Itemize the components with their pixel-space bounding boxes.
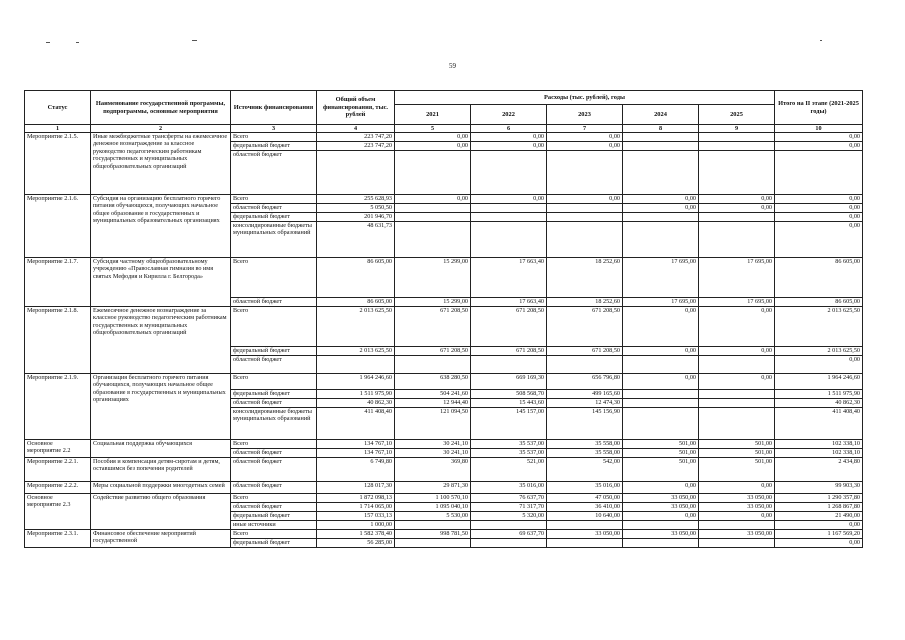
cell-amount-y2024 — [623, 521, 699, 530]
cell-funding-source: федеральный бюджет — [231, 142, 317, 151]
cell-amount-y2021 — [395, 213, 471, 222]
cell-amount-y2025 — [699, 399, 775, 408]
cell-amount-y2025: 0,00 — [699, 347, 775, 356]
cell-amount-y2023: 12 474,30 — [547, 399, 623, 408]
cell-funding-source: областной бюджет — [231, 449, 317, 458]
cell-amount-y2021: 369,80 — [395, 458, 471, 482]
cell-funding-source: Всего — [231, 494, 317, 503]
cell-amount-y2023: 36 410,00 — [547, 503, 623, 512]
col-index: 8 — [623, 125, 699, 133]
cell-amount-stage: 21 490,00 — [775, 512, 863, 521]
cell-amount-y2022: 69 637,70 — [471, 530, 547, 539]
cell-amount-y2023 — [547, 151, 623, 195]
cell-amount-y2024 — [623, 142, 699, 151]
cell-amount-total: 56 285,00 — [317, 539, 395, 548]
cell-amount-y2023: 10 640,00 — [547, 512, 623, 521]
cell-amount-y2025: 17 695,00 — [699, 298, 775, 307]
cell-amount-total: 1 872 098,13 — [317, 494, 395, 503]
cell-amount-y2021: 0,00 — [395, 133, 471, 142]
table-row — [25, 482, 863, 494]
cell-amount-y2021: 30 241,10 — [395, 440, 471, 449]
cell-status: Мероприятие 2.1.8. — [25, 307, 91, 374]
cell-amount-y2022: 0,00 — [471, 133, 547, 142]
cell-amount-total — [317, 151, 395, 195]
cell-program-name: Меры социальной поддержки многодетных семей — [91, 482, 231, 494]
cell-amount-stage: 1 167 569,20 — [775, 530, 863, 539]
cell-amount-y2021 — [395, 222, 471, 258]
cell-amount-y2025 — [699, 521, 775, 530]
cell-amount-stage: 0,00 — [775, 204, 863, 213]
cell-amount-stage: 40 862,30 — [775, 399, 863, 408]
cell-amount-y2025: 0,00 — [699, 374, 775, 390]
cell-amount-y2021: 15 299,00 — [395, 298, 471, 307]
cell-amount-y2023: 542,00 — [547, 458, 623, 482]
cell-amount-y2024: 0,00 — [623, 195, 699, 204]
table-row — [25, 195, 863, 204]
header-year: 2024 — [623, 105, 699, 125]
cell-amount-y2025: 33 050,00 — [699, 503, 775, 512]
cell-funding-source: федеральный бюджет — [231, 213, 317, 222]
table-row — [25, 458, 863, 482]
cell-amount-y2024: 0,00 — [623, 482, 699, 494]
col-index: 1 — [25, 125, 91, 133]
header-source: Источник финансирования — [231, 91, 317, 125]
cell-amount-y2022: 521,00 — [471, 458, 547, 482]
cell-amount-total: 48 631,73 — [317, 222, 395, 258]
cell-amount-y2021: 29 871,30 — [395, 482, 471, 494]
cell-amount-y2024: 17 695,00 — [623, 298, 699, 307]
cell-amount-y2025: 501,00 — [699, 449, 775, 458]
cell-funding-source: областной бюджет — [231, 204, 317, 213]
cell-amount-y2023: 671 208,50 — [547, 347, 623, 356]
cell-funding-source: федеральный бюджет — [231, 347, 317, 356]
cell-funding-source: областной бюджет — [231, 298, 317, 307]
cell-amount-y2025 — [699, 222, 775, 258]
cell-amount-y2024: 0,00 — [623, 374, 699, 390]
cell-status: Мероприятие 2.2.1. — [25, 458, 91, 482]
cell-funding-source: Всего — [231, 307, 317, 347]
cell-amount-y2021: 504 241,60 — [395, 390, 471, 399]
cell-amount-y2025: 17 695,00 — [699, 258, 775, 298]
cell-amount-y2021: 0,00 — [395, 142, 471, 151]
cell-amount-y2024: 0,00 — [623, 347, 699, 356]
cell-amount-stage: 0,00 — [775, 213, 863, 222]
cell-amount-stage: 2 434,80 — [775, 458, 863, 482]
cell-amount-y2021 — [395, 151, 471, 195]
cell-amount-y2023 — [547, 539, 623, 548]
cell-amount-y2024: 501,00 — [623, 458, 699, 482]
cell-amount-y2024 — [623, 408, 699, 440]
cell-program-name: Иные межбюджетные трансферты на ежемесячное денежное вознаграждение за классное руководство педагогическим работникам государственных и муниципальных общеобразовательных организаций — [91, 133, 231, 195]
cell-amount-y2023 — [547, 213, 623, 222]
cell-program-name: Финансовое обеспечение мероприятий государственной — [91, 530, 231, 548]
table-row — [25, 374, 863, 390]
cell-amount-stage: 2 013 625,50 — [775, 307, 863, 347]
cell-program-name: Пособия и компенсация детям-сиротам и детям, оставшимся без попечения родителей — [91, 458, 231, 482]
cell-amount-y2024: 0,00 — [623, 512, 699, 521]
cell-amount-y2021: 30 241,10 — [395, 449, 471, 458]
column-index-row — [25, 125, 863, 133]
cell-amount-y2021: 0,00 — [395, 195, 471, 204]
cell-amount-y2022: 0,00 — [471, 142, 547, 151]
cell-amount-y2025: 0,00 — [699, 307, 775, 347]
cell-amount-y2023: 499 165,60 — [547, 390, 623, 399]
cell-amount-y2022: 671 208,50 — [471, 347, 547, 356]
header-stage-total: Итого на II этапе (2021-2025 годы) — [775, 91, 863, 125]
cell-amount-y2023: 671 208,50 — [547, 307, 623, 347]
cell-amount-y2024: 33 050,00 — [623, 494, 699, 503]
cell-amount-y2024 — [623, 133, 699, 142]
cell-amount-total: 1 714 065,00 — [317, 503, 395, 512]
cell-amount-y2025 — [699, 408, 775, 440]
cell-amount-y2023: 35 016,00 — [547, 482, 623, 494]
cell-amount-y2023: 0,00 — [547, 133, 623, 142]
col-index: 6 — [471, 125, 547, 133]
cell-amount-y2023: 0,00 — [547, 195, 623, 204]
cell-funding-source: Всего — [231, 440, 317, 449]
cell-status: Мероприятие 2.2.2. — [25, 482, 91, 494]
cell-amount-y2022: 15 443,60 — [471, 399, 547, 408]
cell-amount-y2023: 18 252,60 — [547, 258, 623, 298]
cell-amount-y2022: 145 157,00 — [471, 408, 547, 440]
cell-amount-y2024: 0,00 — [623, 307, 699, 347]
cell-status: Мероприятие 2.1.7. — [25, 258, 91, 307]
cell-amount-stage: 0,00 — [775, 539, 863, 548]
col-index: 9 — [699, 125, 775, 133]
cell-amount-y2021: 671 208,50 — [395, 307, 471, 347]
cell-funding-source: иные источники — [231, 521, 317, 530]
cell-amount-y2025: 501,00 — [699, 458, 775, 482]
header-status: Статус — [25, 91, 91, 125]
cell-funding-source: Всего — [231, 195, 317, 204]
cell-program-name: Социальная поддержка обучающихся — [91, 440, 231, 458]
cell-amount-y2025: 33 050,00 — [699, 530, 775, 539]
cell-amount-stage — [775, 151, 863, 195]
header-total: Общий объем финансирования, тыс. рублей — [317, 91, 395, 125]
cell-amount-y2023 — [547, 356, 623, 374]
cell-amount-y2023 — [547, 204, 623, 213]
cell-amount-stage: 86 605,00 — [775, 298, 863, 307]
cell-amount-y2025: 0,00 — [699, 482, 775, 494]
cell-funding-source: областной бюджет — [231, 151, 317, 195]
cell-amount-total: 134 767,10 — [317, 440, 395, 449]
cell-amount-stage: 1 268 867,80 — [775, 503, 863, 512]
cell-funding-source: Всего — [231, 258, 317, 298]
cell-amount-total: 86 605,00 — [317, 258, 395, 298]
cell-amount-y2025: 501,00 — [699, 440, 775, 449]
cell-funding-source: федеральный бюджет — [231, 390, 317, 399]
cell-amount-stage: 1 290 357,80 — [775, 494, 863, 503]
cell-amount-total: 2 013 625,50 — [317, 307, 395, 347]
cell-amount-y2025 — [699, 213, 775, 222]
cell-funding-source: федеральный бюджет — [231, 512, 317, 521]
cell-amount-total: 411 408,40 — [317, 408, 395, 440]
cell-amount-y2023: 35 558,00 — [547, 440, 623, 449]
header-year: 2021 — [395, 105, 471, 125]
cell-program-name: Организация бесплатного горячего питания обучающихся, получающих начальное общее образование в государственных и муниципальных организациях — [91, 374, 231, 440]
page-number: 59 — [449, 62, 456, 70]
cell-amount-y2022: 76 637,70 — [471, 494, 547, 503]
cell-amount-y2022 — [471, 222, 547, 258]
cell-status: Мероприятие 2.1.6. — [25, 195, 91, 258]
cell-amount-y2024 — [623, 213, 699, 222]
cell-amount-stage: 1 511 975,90 — [775, 390, 863, 399]
cell-amount-y2022: 0,00 — [471, 195, 547, 204]
cell-amount-y2023: 47 050,00 — [547, 494, 623, 503]
header-name: Наименование государственной программы, подпрограммы, основные мероприятия — [91, 91, 231, 125]
cell-amount-y2024 — [623, 390, 699, 399]
cell-amount-total: 1 582 378,40 — [317, 530, 395, 539]
cell-amount-total: 201 946,70 — [317, 213, 395, 222]
cell-amount-y2024 — [623, 539, 699, 548]
cell-amount-y2025: 33 050,00 — [699, 494, 775, 503]
cell-amount-total: 223 747,20 — [317, 142, 395, 151]
cell-amount-stage: 0,00 — [775, 222, 863, 258]
cell-amount-stage: 102 338,10 — [775, 440, 863, 449]
cell-amount-y2021 — [395, 356, 471, 374]
cell-amount-stage: 2 013 625,50 — [775, 347, 863, 356]
cell-amount-stage: 102 338,10 — [775, 449, 863, 458]
cell-amount-total: 2 013 625,50 — [317, 347, 395, 356]
cell-status: Основное мероприятие 2.3 — [25, 494, 91, 530]
cell-status: Основное мероприятие 2.2 — [25, 440, 91, 458]
cell-amount-y2023: 33 050,00 — [547, 530, 623, 539]
cell-amount-y2022 — [471, 539, 547, 548]
cell-amount-total: 255 628,93 — [317, 195, 395, 204]
cell-amount-stage: 0,00 — [775, 133, 863, 142]
table-body — [25, 133, 863, 548]
col-index: 7 — [547, 125, 623, 133]
header-year: 2023 — [547, 105, 623, 125]
cell-amount-y2021: 1 095 040,10 — [395, 503, 471, 512]
cell-amount-y2023: 18 252,60 — [547, 298, 623, 307]
cell-amount-y2022: 35 537,00 — [471, 449, 547, 458]
cell-amount-y2021: 12 944,40 — [395, 399, 471, 408]
cell-amount-y2021 — [395, 521, 471, 530]
scan-artifacts — [0, 0, 905, 60]
cell-amount-y2025 — [699, 142, 775, 151]
cell-amount-y2025: 0,00 — [699, 204, 775, 213]
cell-funding-source: областной бюджет — [231, 482, 317, 494]
cell-amount-total: 5 050,50 — [317, 204, 395, 213]
cell-funding-source: областной бюджет — [231, 503, 317, 512]
cell-amount-y2025: 0,00 — [699, 512, 775, 521]
cell-amount-y2022: 669 169,30 — [471, 374, 547, 390]
cell-amount-total: 40 862,30 — [317, 399, 395, 408]
cell-amount-y2024: 501,00 — [623, 440, 699, 449]
table-row — [25, 530, 863, 539]
cell-status: Мероприятие 2.1.5. — [25, 133, 91, 195]
cell-amount-y2022 — [471, 521, 547, 530]
cell-amount-total: 128 017,30 — [317, 482, 395, 494]
table-row — [25, 133, 863, 142]
cell-amount-total: 1 000,00 — [317, 521, 395, 530]
table-row — [25, 494, 863, 503]
cell-status: Мероприятие 2.1.9. — [25, 374, 91, 440]
cell-amount-y2023: 145 156,90 — [547, 408, 623, 440]
col-index: 10 — [775, 125, 863, 133]
cell-program-name: Субсидия частному общеобразовательному учреждению «Православная гимназия во имя святых Мефодия и Кирилла г. Белгорода» — [91, 258, 231, 307]
cell-amount-y2021: 1 100 570,10 — [395, 494, 471, 503]
cell-amount-y2021: 671 208,50 — [395, 347, 471, 356]
cell-amount-y2023 — [547, 222, 623, 258]
cell-amount-y2021: 15 299,00 — [395, 258, 471, 298]
cell-amount-stage: 0,00 — [775, 356, 863, 374]
cell-amount-y2023 — [547, 521, 623, 530]
cell-amount-y2021 — [395, 204, 471, 213]
cell-amount-y2024: 33 050,00 — [623, 503, 699, 512]
cell-amount-total: 223 747,20 — [317, 133, 395, 142]
cell-amount-y2022: 5 320,00 — [471, 512, 547, 521]
cell-amount-total — [317, 356, 395, 374]
cell-amount-y2023: 656 796,80 — [547, 374, 623, 390]
cell-funding-source: Всего — [231, 374, 317, 390]
col-index: 3 — [231, 125, 317, 133]
cell-amount-y2022 — [471, 151, 547, 195]
header-year: 2025 — [699, 105, 775, 125]
cell-amount-stage: 0,00 — [775, 195, 863, 204]
cell-amount-y2022: 35 016,00 — [471, 482, 547, 494]
cell-amount-total: 1 511 975,90 — [317, 390, 395, 399]
cell-funding-source: областной бюджет — [231, 399, 317, 408]
cell-amount-total: 134 767,10 — [317, 449, 395, 458]
cell-program-name: Субсидия на организацию бесплатного горячего питания обучающихся, получающих начальное общее образование в государственных и муниципальных образовательных организациях — [91, 195, 231, 258]
cell-amount-y2021: 998 781,50 — [395, 530, 471, 539]
cell-amount-total: 86 605,00 — [317, 298, 395, 307]
cell-funding-source: Всего — [231, 133, 317, 142]
cell-amount-y2022: 71 317,70 — [471, 503, 547, 512]
table-row — [25, 258, 863, 298]
cell-status: Мероприятие 2.3.1. — [25, 530, 91, 548]
cell-amount-y2024 — [623, 222, 699, 258]
cell-amount-stage: 0,00 — [775, 142, 863, 151]
cell-funding-source: Всего — [231, 530, 317, 539]
cell-amount-y2024 — [623, 151, 699, 195]
cell-amount-total: 6 749,80 — [317, 458, 395, 482]
cell-amount-y2025 — [699, 356, 775, 374]
cell-amount-y2025 — [699, 390, 775, 399]
cell-amount-y2021: 121 094,50 — [395, 408, 471, 440]
header-year: 2022 — [471, 105, 547, 125]
cell-amount-y2024: 17 695,00 — [623, 258, 699, 298]
cell-amount-y2025 — [699, 133, 775, 142]
cell-amount-y2022: 671 208,50 — [471, 307, 547, 347]
cell-amount-y2025 — [699, 539, 775, 548]
cell-amount-y2022: 17 663,40 — [471, 258, 547, 298]
cell-amount-total: 157 033,13 — [317, 512, 395, 521]
cell-amount-y2024: 501,00 — [623, 449, 699, 458]
cell-amount-y2024: 33 050,00 — [623, 530, 699, 539]
cell-amount-y2024: 0,00 — [623, 204, 699, 213]
col-index: 5 — [395, 125, 471, 133]
cell-amount-stage: 99 903,30 — [775, 482, 863, 494]
cell-amount-total: 1 964 246,60 — [317, 374, 395, 390]
cell-amount-y2022 — [471, 213, 547, 222]
cell-funding-source: федеральный бюджет — [231, 539, 317, 548]
cell-amount-y2025: 0,00 — [699, 195, 775, 204]
header-expenses: Расходы (тыс. рублей), годы — [395, 91, 775, 105]
cell-amount-y2024 — [623, 356, 699, 374]
cell-amount-y2021: 5 530,00 — [395, 512, 471, 521]
col-index: 4 — [317, 125, 395, 133]
cell-program-name: Содействие развитию общего образования — [91, 494, 231, 530]
cell-amount-y2022: 508 568,70 — [471, 390, 547, 399]
col-index: 2 — [91, 125, 231, 133]
cell-amount-y2021 — [395, 539, 471, 548]
cell-amount-stage: 86 605,00 — [775, 258, 863, 298]
cell-funding-source: консолидированные бюджеты муниципальных образований — [231, 222, 317, 258]
cell-funding-source: областной бюджет — [231, 356, 317, 374]
cell-amount-stage: 0,00 — [775, 521, 863, 530]
cell-funding-source: консолидированные бюджеты муниципальных образований — [231, 408, 317, 440]
cell-amount-y2022: 35 537,00 — [471, 440, 547, 449]
cell-amount-stage: 411 408,40 — [775, 408, 863, 440]
cell-amount-y2025 — [699, 151, 775, 195]
cell-amount-stage: 1 964 246,60 — [775, 374, 863, 390]
cell-amount-y2022: 17 663,40 — [471, 298, 547, 307]
cell-amount-y2023: 0,00 — [547, 142, 623, 151]
cell-amount-y2021: 638 280,50 — [395, 374, 471, 390]
cell-amount-y2023: 35 558,00 — [547, 449, 623, 458]
table-row — [25, 440, 863, 449]
cell-funding-source: областной бюджет — [231, 458, 317, 482]
cell-amount-y2024 — [623, 399, 699, 408]
cell-amount-y2022 — [471, 204, 547, 213]
financing-table — [24, 90, 863, 548]
cell-program-name: Ежемесячное денежное вознаграждение за классное руководство педагогическим работникам государственных и муниципальных общеобразовательных организаций — [91, 307, 231, 374]
cell-amount-y2022 — [471, 356, 547, 374]
table-row — [25, 307, 863, 347]
